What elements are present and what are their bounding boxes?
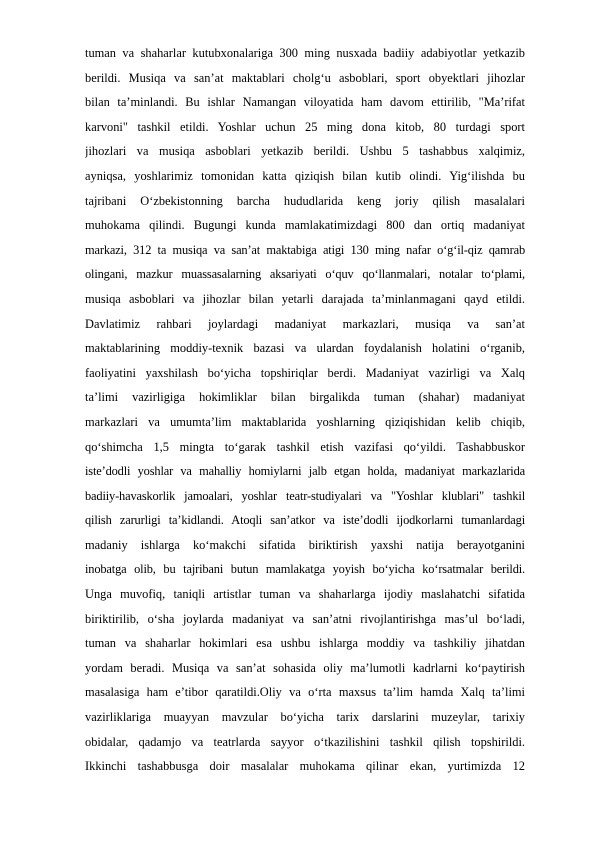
- text-line: inobatga olib, bu tajribani butun mamlakatga yoyish bo‘yicha ko‘rsatmalar berildi.: [85, 562, 525, 577]
- text-line: musiqa asboblari va jihozlar bilan yetarli darajada ta’minlanmagani qayd etildi.: [85, 291, 525, 306]
- text-line: faoliyatini yaxshilash bo‘yicha topshiriqlar berdi. Madaniyat vazirligi va Xalq: [85, 365, 525, 380]
- text-line: maktablarining moddiy-texnik bazasi va ulardan foydalanish holatini o‘rganib,: [85, 341, 525, 356]
- text-line: berildi. Musiqa va san’at maktablari cholg‘u asboblari, sport obyektlari jihozlar: [85, 70, 525, 85]
- text-line: vazirliklariga muayyan mavzular bo‘yicha tarix darslarini muzeylar, tarixiy: [85, 710, 525, 725]
- text-line: tuman va shaharlar hokimlari esa ushbu ishlarga moddiy va tashkiliy jihatdan: [85, 636, 525, 651]
- text-line: olingani, mazkur muassasalarning aksariyati o‘quv qo‘llanmalari, notalar to‘plami,: [85, 267, 525, 282]
- text-line: Davlatimiz rahbari joylardagi madaniyat markazlari, musiqa va san’at: [85, 316, 525, 331]
- text-line: markazlari va umumta’lim maktablarida yoshlarning qiziqishidan kelib chiqib,: [85, 414, 525, 429]
- text-line: muhokama qilindi. Bugungi kunda mamlakatimizdagi 800 dan ortiq madaniyat: [85, 218, 525, 233]
- text-line: madaniy ishlarga ko‘makchi sifatida biriktirish yaxshi natija berayotganini: [85, 537, 525, 552]
- text-line: karvoni" tashkil etildi. Yoshlar uchun 25 ming dona kitob, 80 turdagi sport: [85, 119, 525, 134]
- text-line: masalasiga ham e’tibor qaratildi.Oliy va o‘rta maxsus ta’lim hamda Xalq ta’limi: [85, 685, 525, 700]
- text-line: tajribani O‘zbekistonning barcha hududlarida keng joriy qilish masalalari: [85, 193, 525, 208]
- text-line: obidalar, qadamjo va teatrlarda sayyor o‘tkazilishini tashkil qilish topshirildi.: [85, 734, 525, 749]
- text-line: biriktirilib, o‘sha joylarda madaniyat va san’atni rivojlantirishga mas’ul bo‘ladi,: [85, 611, 525, 626]
- text-line: qilish zarurligi ta’kidlandi. Atoqli san’atkor va iste’dodli ijodkorlarni tumanlardagi: [85, 513, 525, 528]
- body-text: [85, 41, 525, 779]
- text-line: markazi, 312 ta musiqa va san’at maktabiga atigi 130 ming nafar o‘g‘il-qiz qamrab: [85, 242, 525, 257]
- text-line: bilan ta’minlandi. Bu ishlar Namangan viloyatida ham davom ettirilib, "Ma’rifat: [85, 95, 525, 110]
- text-line: badiiy-havaskorlik jamoalari, yoshlar teatr-studiyalari va "Yoshlar klublari" tashkil: [85, 488, 525, 503]
- text-line: yordam beradi. Musiqa va san’at sohasida oliy ma’lumotli kadrlarni ko‘paytirish: [85, 660, 525, 675]
- text-line: Unga muvofiq, taniqli artistlar tuman va shaharlarga ijodiy maslahatchi sifatida: [85, 587, 525, 602]
- text-line: Ikkinchi tashabbusga doir masalalar muhokama qilinar ekan, yurtimizda 12: [85, 759, 525, 774]
- text-line: qo‘shimcha 1,5 mingta to‘garak tashkil etish vazifasi qo‘yildi. Tashabbuskor: [85, 439, 525, 454]
- text-line: jihozlari va musiqa asboblari yetkazib berildi. Ushbu 5 tashabbus xalqimiz,: [85, 144, 525, 159]
- text-line: ayniqsa, yoshlarimiz tomonidan katta qiziqish bilan kutib olindi. Yig‘ilishda bu: [85, 168, 525, 183]
- text-line: ta’limi vazirligiga hokimliklar bilan birgalikda tuman (shahar) madaniyat: [85, 390, 525, 405]
- text-line: iste’dodli yoshlar va mahalliy homiylarni jalb etgan holda, madaniyat markazlarida: [85, 464, 525, 479]
- text-line: tuman va shaharlar kutubxonalariga 300 ming nusxada badiiy adabiyotlar yetkazib: [85, 46, 525, 60]
